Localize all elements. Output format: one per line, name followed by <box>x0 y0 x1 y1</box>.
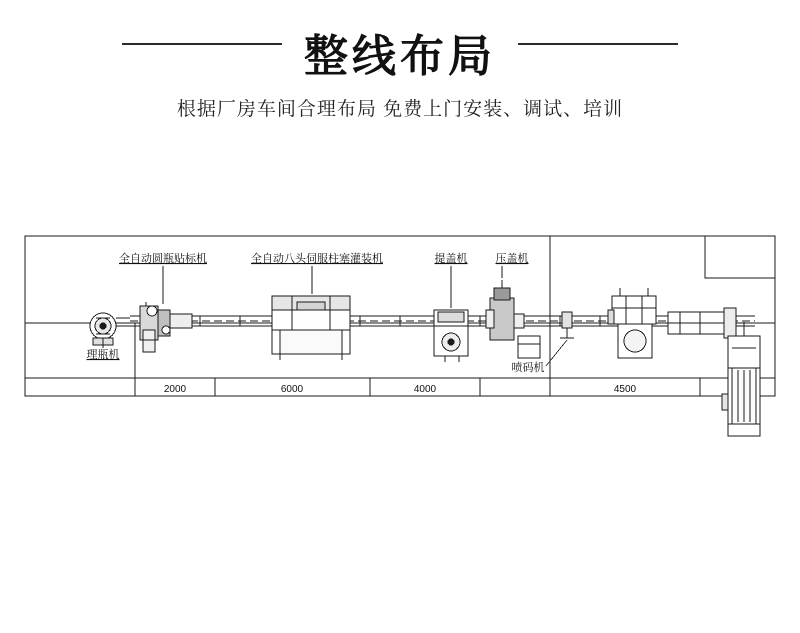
dimension-4500: 4500 <box>613 384 637 395</box>
label-unscrambler: 理瓶机 <box>86 349 120 361</box>
title-row <box>0 0 800 88</box>
cap-elevator-machine <box>434 310 468 362</box>
label-round-bottle-labeler: 全自动圆瓶贴标机 <box>119 253 207 265</box>
page-header <box>0 0 800 121</box>
layout-drawing <box>0 218 800 478</box>
packing-machine <box>722 322 760 436</box>
title-rule-left <box>122 43 282 45</box>
dimension-6000: 6000 <box>280 384 304 395</box>
title-rule-right <box>518 43 678 45</box>
label-capping-machine: 压盖机 <box>495 253 529 265</box>
accumulation-table <box>668 308 736 338</box>
page-subtitle: 根据厂房车间合理布局 免费上门安装、调试、培训 <box>176 99 624 120</box>
label-eight-head-filler: 全自动八头伺服柱塞灌装机 <box>251 253 383 265</box>
eight-head-filler-machine <box>272 296 350 360</box>
dimension-4000: 4000 <box>413 384 437 395</box>
page-title: 整线布局 <box>304 32 496 81</box>
line-layout-diagram <box>0 218 800 478</box>
label-inkjet-printer: 喷码机 <box>511 362 545 374</box>
label-cap-elevator: 提盖机 <box>434 253 468 265</box>
dimension-2000: 2000 <box>163 384 187 395</box>
